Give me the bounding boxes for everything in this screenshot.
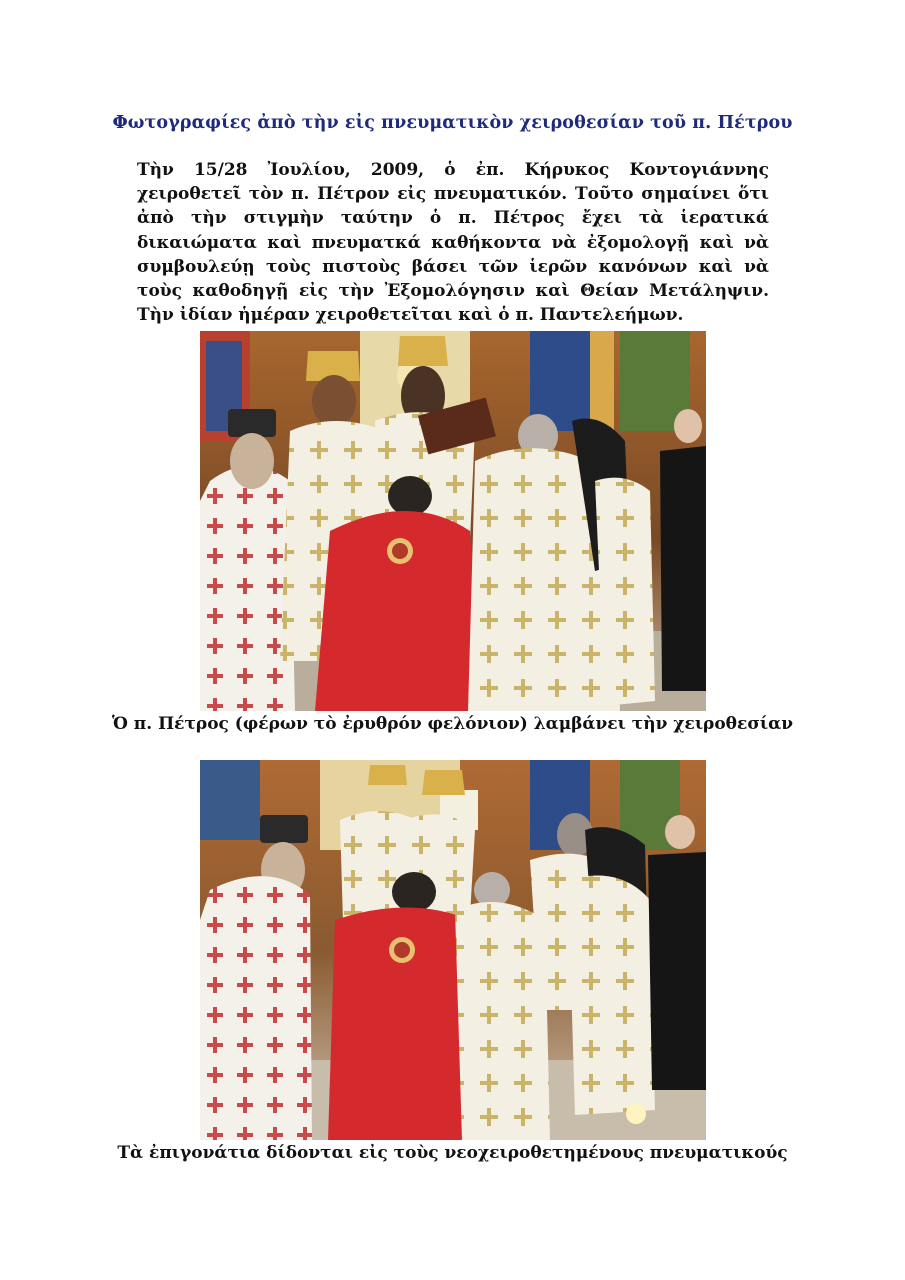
photo-caption-2: Τὰ ἐπιγονάτια δίδονται εἰς τοὺς νεοχειροθετημένους πνευματικούς: [117, 1143, 788, 1163]
photo-caption-1: Ὁ π. Πέτρος (φέρων τὸ ἐρυθρόν φελόνιον) λαμβάνει τὴν χειροθεσίαν: [111, 714, 793, 734]
body-paragraph: Τὴν 15/28 Ἰουλίου, 2009, ὁ ἐπ. Κήρυκος Κοντογιάννης χειροθετεῖ τὸν π. Πέτρον εἰς πνευματικόν. Τοῦτο σημαίνει ὅτι ἀπὸ τὴν στιγμὴν ταύτην ὁ π. Πέτρος ἔχει τὰ ἱερατικά δικαιώματα καὶ πνευματκά καθήκοντα νὰ ἐξομολογῇ καὶ νὰ συμβουλεύῃ τοὺς πιστοὺς βάσει τῶν ἱερῶν κανόνων καὶ νὰ τοὺς καθοδηγῇ εἰς τὴν Ἐξομολόγησιν καὶ Θείαν Μετάληψιν. Τὴν ἰδίαν ἡμέραν χειροθετεῖται καὶ ὁ π. Παντελεήμων.: [137, 160, 769, 326]
ordination-photo-2: [200, 760, 706, 1140]
document-title: Φωτογραφίες ἀπὸ τὴν εἰς πνευματικὸν χειροθεσίαν τοῦ π. Πέτρου: [112, 113, 793, 133]
ordination-photo-1: [200, 331, 706, 711]
